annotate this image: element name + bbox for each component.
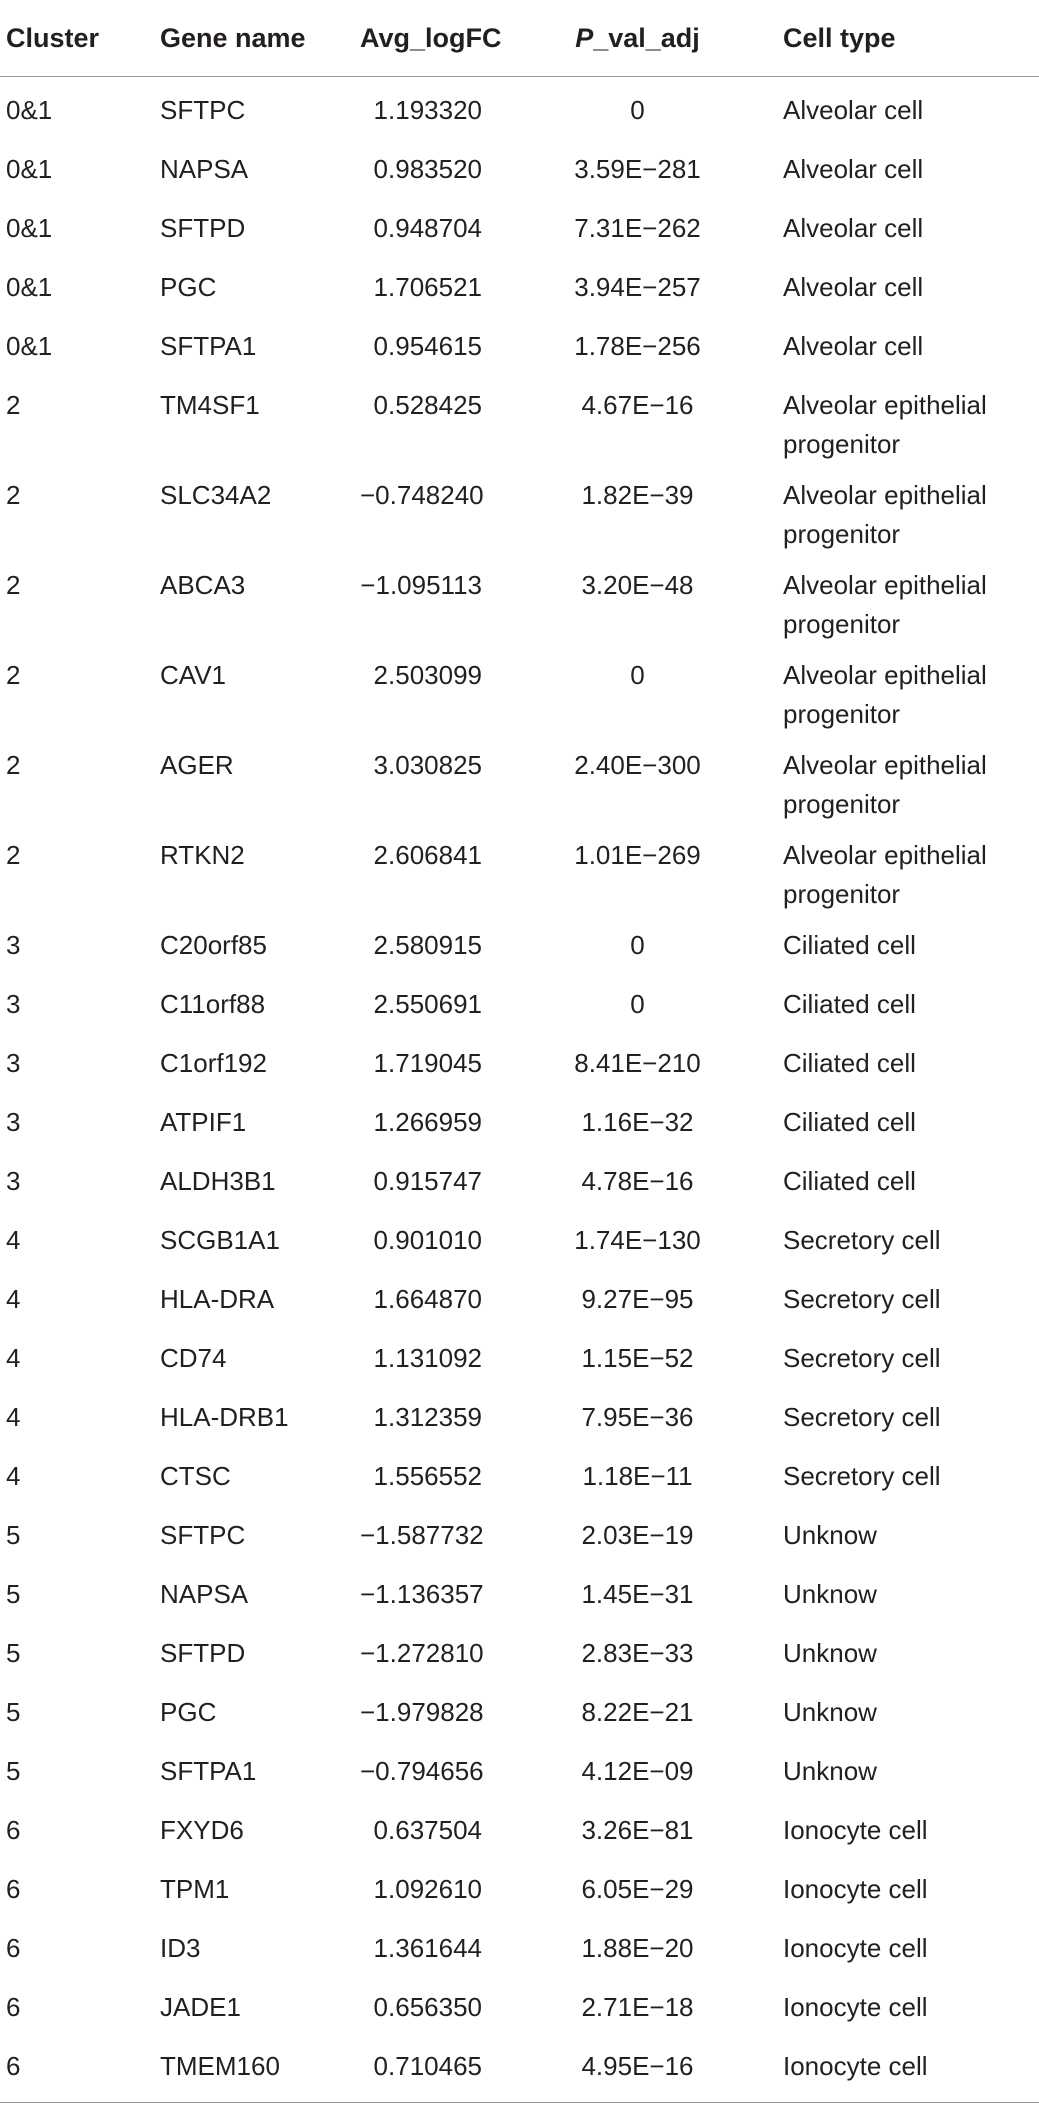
cell-gene-name: HLA-DRA	[160, 1284, 275, 1314]
table-body	[0, 77, 1039, 2103]
cell-p-val-adj: 4.67E−16	[581, 390, 694, 420]
cell-cluster: 0&1	[6, 272, 53, 302]
cell-p-val-adj: 8.22E−21	[581, 1697, 694, 1727]
cell-avg-logfc: 1.131092	[373, 1343, 482, 1373]
table-row	[0, 315, 1039, 374]
cell-cluster: 5	[6, 1697, 21, 1727]
cell-cell-type: Ciliated cell	[783, 1048, 916, 1078]
cell-p-val-adj: 0	[630, 930, 645, 960]
cell-cell-type: Unknow	[783, 1638, 877, 1668]
cell-avg-logfc: −1.136357	[360, 1579, 484, 1609]
cell-gene-name: SFTPA1	[160, 1756, 257, 1786]
cell-p-val-adj: 1.18E−11	[582, 1461, 693, 1491]
cell-gene-name: ALDH3B1	[160, 1166, 276, 1196]
cell-cluster: 4	[6, 1461, 21, 1491]
cell-p-val-adj: 1.88E−20	[581, 1933, 694, 1963]
table-row	[0, 554, 1039, 644]
cell-cluster: 4	[6, 1402, 21, 1432]
table-row	[0, 824, 1039, 914]
cell-p-val-adj: 0	[630, 95, 645, 125]
cell-avg-logfc: −0.794656	[360, 1756, 484, 1786]
cell-gene-name: NAPSA	[160, 1579, 249, 1609]
cell-avg-logfc: −1.272810	[360, 1638, 484, 1668]
cell-cell-type: Ionocyte cell	[783, 1815, 928, 1845]
cell-gene-name: AGER	[160, 750, 234, 780]
cell-cluster: 4	[6, 1284, 21, 1314]
cell-p-val-adj: 2.71E−18	[581, 1992, 694, 2022]
table-header	[0, 0, 1039, 77]
cell-avg-logfc: 2.503099	[373, 660, 482, 690]
cell-gene-name: HLA-DRB1	[160, 1402, 289, 1432]
cell-gene-name: PGC	[160, 272, 217, 302]
header-gene-name: Gene name	[160, 0, 360, 77]
cell-cluster: 3	[6, 1107, 21, 1137]
cell-gene-name: SFTPC	[160, 95, 246, 125]
cell-avg-logfc: 0.901010	[373, 1225, 482, 1255]
cell-p-val-adj: 1.15E−52	[581, 1343, 694, 1373]
table-row	[0, 138, 1039, 197]
cell-gene-name: SLC34A2	[160, 480, 272, 510]
cell-cluster: 2	[6, 480, 21, 510]
cell-cell-type: Alveolar cell	[783, 95, 924, 125]
cell-cell-type: Ciliated cell	[783, 989, 916, 1019]
cell-cell-type: Secretory cell	[783, 1225, 941, 1255]
header-cluster: Cluster	[0, 0, 160, 77]
cell-avg-logfc: −1.095113	[360, 570, 482, 600]
cell-cell-type: Alveolar epithelial progenitor	[783, 570, 987, 639]
cell-cell-type: Unknow	[783, 1756, 877, 1786]
table-row	[0, 1150, 1039, 1209]
table-row	[0, 1858, 1039, 1917]
table-row	[0, 1622, 1039, 1681]
cell-avg-logfc: −1.587732	[360, 1520, 484, 1550]
table-row	[0, 1445, 1039, 1504]
cell-gene-name: CTSC	[160, 1461, 231, 1491]
cell-cell-type: Secretory cell	[783, 1284, 941, 1314]
cell-gene-name: JADE1	[160, 1992, 241, 2022]
table-row	[0, 1799, 1039, 1858]
header-p-val-adj	[532, 0, 761, 77]
table-row	[0, 1504, 1039, 1563]
cell-avg-logfc: 1.361644	[373, 1933, 482, 1963]
table-row	[0, 1327, 1039, 1386]
cell-cell-type: Alveolar cell	[783, 213, 924, 243]
cell-p-val-adj: 7.95E−36	[581, 1402, 694, 1432]
cell-cluster: 2	[6, 840, 21, 870]
cell-cell-type: Alveolar cell	[783, 272, 924, 302]
cell-cluster: 6	[6, 1992, 21, 2022]
cell-avg-logfc: 0.637504	[373, 1815, 482, 1845]
cell-cell-type: Alveolar epithelial progenitor	[783, 660, 987, 729]
cell-cell-type: Ciliated cell	[783, 1166, 916, 1196]
header-p-suffix: _val_adj	[593, 22, 700, 53]
cell-avg-logfc: 2.580915	[373, 930, 482, 960]
cell-cell-type: Alveolar epithelial progenitor	[783, 750, 987, 819]
cell-avg-logfc: 1.312359	[373, 1402, 482, 1432]
cell-avg-logfc: 0.528425	[373, 390, 482, 420]
header-avg-logfc: Avg_logFC	[360, 0, 532, 77]
cell-p-val-adj: 4.78E−16	[581, 1166, 694, 1196]
cell-p-val-adj: 0	[630, 660, 645, 690]
cell-gene-name: C20orf85	[160, 930, 267, 960]
cell-cluster: 4	[6, 1343, 21, 1373]
cell-p-val-adj: 1.45E−31	[581, 1579, 694, 1609]
cell-p-val-adj: 4.95E−16	[532, 2035, 761, 2103]
cell-avg-logfc: 0.915747	[373, 1166, 482, 1196]
cell-cell-type: Alveolar epithelial progenitor	[783, 390, 987, 459]
table-row	[0, 1917, 1039, 1976]
table-row	[0, 256, 1039, 315]
cell-p-val-adj: 6.05E−29	[581, 1874, 694, 1904]
cell-cluster: 0&1	[6, 331, 53, 361]
cell-avg-logfc: 3.030825	[373, 750, 482, 780]
cell-cluster: 3	[6, 930, 21, 960]
header-cell-type: Cell type	[761, 0, 1039, 77]
cell-cluster: 2	[6, 390, 21, 420]
cell-avg-logfc: −0.748240	[360, 480, 484, 510]
table-row	[0, 464, 1039, 554]
cell-gene-name: ATPIF1	[160, 1107, 247, 1137]
table-row	[0, 1681, 1039, 1740]
cell-cell-type: Unknow	[783, 1520, 877, 1550]
cell-cell-type: Alveolar cell	[783, 331, 924, 361]
cell-cluster: 0&1	[6, 213, 53, 243]
table-row	[0, 1268, 1039, 1327]
cell-p-val-adj: 2.03E−19	[581, 1520, 694, 1550]
cell-gene-name: SFTPD	[160, 213, 246, 243]
cell-avg-logfc: 0.656350	[373, 1992, 482, 2022]
table-row	[0, 1032, 1039, 1091]
cell-p-val-adj: 8.41E−210	[574, 1048, 701, 1078]
cell-avg-logfc: 0.948704	[373, 213, 482, 243]
cell-cluster: 6	[0, 2035, 160, 2103]
cell-cluster: 3	[6, 989, 21, 1019]
cell-avg-logfc: 1.092610	[373, 1874, 482, 1904]
cell-gene-name: CD74	[160, 1343, 227, 1373]
cell-cell-type: Alveolar epithelial progenitor	[783, 840, 987, 909]
cell-gene-name: SCGB1A1	[160, 1225, 280, 1255]
cell-cell-type: Ciliated cell	[783, 930, 916, 960]
cell-avg-logfc: 2.550691	[373, 989, 482, 1019]
cell-avg-logfc: 2.606841	[373, 840, 482, 870]
cell-cluster: 5	[6, 1579, 21, 1609]
cell-p-val-adj: 2.83E−33	[581, 1638, 694, 1668]
table-row	[0, 1091, 1039, 1150]
cell-avg-logfc: 0.983520	[373, 154, 482, 184]
cell-gene-name: TMEM160	[160, 2035, 360, 2103]
cell-cell-type: Alveolar epithelial progenitor	[783, 480, 987, 549]
cell-cell-type: Ionocyte cell	[783, 1933, 928, 1963]
cell-p-val-adj: 1.78E−256	[574, 331, 701, 361]
table-row	[0, 734, 1039, 824]
cell-gene-name: CAV1	[160, 660, 226, 690]
cell-p-val-adj: 2.40E−300	[574, 750, 701, 780]
cell-gene-name: PGC	[160, 1697, 217, 1727]
table-row	[0, 973, 1039, 1032]
cell-cluster: 4	[6, 1225, 21, 1255]
cell-gene-name: SFTPC	[160, 1520, 246, 1550]
header-p-italic: P	[575, 22, 594, 53]
cell-gene-name: SFTPD	[160, 1638, 246, 1668]
cell-cluster: 3	[6, 1048, 21, 1078]
cell-cluster: 6	[6, 1874, 21, 1904]
table-row	[0, 1563, 1039, 1622]
cell-cluster: 0&1	[6, 95, 53, 125]
cell-cell-type: Secretory cell	[783, 1343, 941, 1373]
cell-avg-logfc: 1.193320	[373, 95, 482, 125]
cell-p-val-adj: 1.16E−32	[581, 1107, 694, 1137]
cell-p-val-adj: 1.82E−39	[581, 480, 694, 510]
table-row	[0, 914, 1039, 973]
table-row	[0, 77, 1039, 139]
table-row	[0, 1386, 1039, 1445]
cell-avg-logfc: −1.979828	[360, 1697, 484, 1727]
cell-avg-logfc: 1.706521	[373, 272, 482, 302]
cell-gene-name: C11orf88	[160, 989, 266, 1019]
cell-cluster: 6	[6, 1815, 21, 1845]
cell-p-val-adj: 3.59E−281	[574, 154, 701, 184]
cell-p-val-adj: 3.94E−257	[574, 272, 701, 302]
cell-cluster: 5	[6, 1756, 21, 1786]
cell-cell-type: Unknow	[783, 1697, 877, 1727]
table-row	[0, 1740, 1039, 1799]
cell-cluster: 2	[6, 660, 21, 690]
cell-cell-type: Unknow	[783, 1579, 877, 1609]
cell-cluster: 3	[6, 1166, 21, 1196]
cell-avg-logfc: 1.664870	[373, 1284, 482, 1314]
header-row	[0, 0, 1039, 77]
cell-avg-logfc: 1.556552	[373, 1461, 482, 1491]
cell-cell-type: Ionocyte cell	[783, 1992, 928, 2022]
cell-avg-logfc: 0.954615	[373, 331, 482, 361]
cell-cell-type: Ionocyte cell	[783, 1874, 928, 1904]
cell-gene-name: TM4SF1	[160, 390, 260, 420]
cell-gene-name: C1orf192	[160, 1048, 267, 1078]
cell-avg-logfc: 0.710465	[360, 2035, 532, 2103]
cell-gene-name: TPM1	[160, 1874, 230, 1904]
cell-p-val-adj: 3.26E−81	[581, 1815, 694, 1845]
table-row	[0, 197, 1039, 256]
cell-cluster: 5	[6, 1520, 21, 1550]
cell-p-val-adj: 9.27E−95	[581, 1284, 694, 1314]
cell-avg-logfc: 1.266959	[373, 1107, 482, 1137]
cell-cell-type: Secretory cell	[783, 1402, 941, 1432]
cell-gene-name: ABCA3	[160, 570, 246, 600]
cell-p-val-adj: 3.20E−48	[581, 570, 694, 600]
cell-cluster: 2	[6, 570, 21, 600]
cell-cell-type: Secretory cell	[783, 1461, 941, 1491]
cell-avg-logfc: 1.719045	[373, 1048, 482, 1078]
cell-gene-name: ID3	[160, 1933, 201, 1963]
table-row	[0, 1209, 1039, 1268]
table-row	[0, 374, 1039, 464]
cell-gene-name: RTKN2	[160, 840, 245, 870]
table-row	[0, 644, 1039, 734]
cell-p-val-adj: 1.01E−269	[574, 840, 701, 870]
cell-cell-type: Alveolar cell	[783, 154, 924, 184]
cell-p-val-adj: 0	[630, 989, 645, 1019]
cell-gene-name: FXYD6	[160, 1815, 244, 1845]
table-row	[0, 2035, 1039, 2103]
cell-cell-type: Ciliated cell	[783, 1107, 916, 1137]
cell-p-val-adj: 7.31E−262	[574, 213, 701, 243]
cell-cluster: 0&1	[6, 154, 53, 184]
cell-cell-type: Ionocyte cell	[761, 2035, 1039, 2103]
table-row	[0, 1976, 1039, 2035]
cell-gene-name: NAPSA	[160, 154, 249, 184]
cell-p-val-adj: 4.12E−09	[581, 1756, 694, 1786]
cell-cluster: 5	[6, 1638, 21, 1668]
cell-p-val-adj: 1.74E−130	[574, 1225, 701, 1255]
cell-cluster: 6	[6, 1933, 21, 1963]
cell-cluster: 2	[6, 750, 21, 780]
cell-gene-name: SFTPA1	[160, 331, 257, 361]
